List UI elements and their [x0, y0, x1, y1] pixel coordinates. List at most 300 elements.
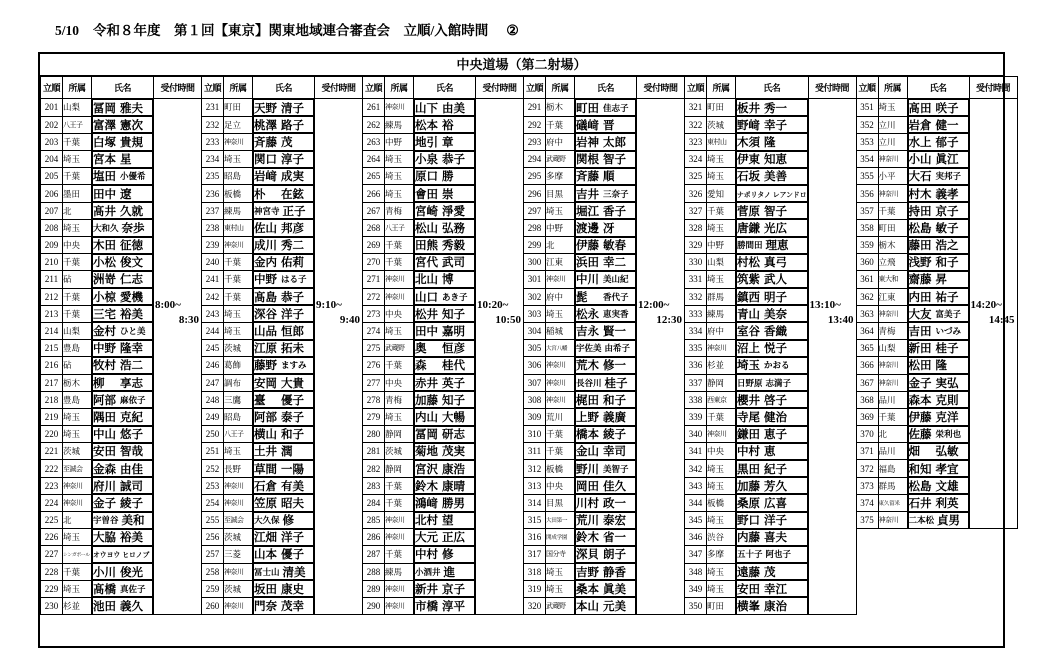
order-cell: 254 — [202, 494, 224, 511]
surname: 宮沢 — [415, 463, 438, 476]
name-cell — [575, 443, 636, 460]
name-cell — [414, 443, 475, 460]
given-name: 博 — [442, 274, 454, 287]
name-cell — [253, 512, 314, 529]
given-name: 昇 — [935, 274, 947, 287]
column-header-name: 氏名 — [414, 77, 476, 99]
surname: 唐鎌 — [737, 222, 760, 235]
affiliation-cell: 練馬 — [707, 305, 736, 322]
order-cell: 226 — [41, 529, 63, 546]
order-cell: 316 — [524, 529, 546, 546]
surname: 野﨑 — [737, 119, 760, 132]
surname: 大和久 — [93, 222, 119, 233]
surname: 中山 — [93, 429, 116, 442]
name-cell — [414, 374, 475, 391]
surname: 髭 — [576, 291, 588, 304]
given-name: 隆幸 — [120, 343, 143, 356]
affiliation-cell: 江東 — [546, 254, 575, 271]
name-cell — [414, 116, 475, 133]
order-cell: 339 — [685, 408, 707, 425]
affiliation-cell: 豊島 — [63, 391, 92, 408]
affiliation-cell: 埼玉 — [63, 408, 92, 425]
order-cell: 267 — [363, 202, 385, 219]
name-cell — [908, 305, 969, 322]
order-cell: 299 — [524, 237, 546, 254]
given-name: 貞男 — [937, 515, 961, 528]
table-row — [202, 99, 363, 117]
order-cell: 246 — [202, 357, 224, 374]
surname: 中川 — [576, 274, 599, 287]
order-cell: 230 — [41, 597, 63, 614]
affiliation-cell: 埼玉 — [385, 322, 414, 339]
order-cell: 274 — [363, 322, 385, 339]
surname: 黒田 — [737, 463, 760, 476]
given-name: 有美 — [281, 480, 304, 493]
name-cell — [736, 322, 808, 339]
surname: 木須 — [737, 136, 760, 149]
affiliation-cell: 立川 — [878, 116, 907, 133]
given-name: 茂 — [281, 136, 293, 149]
given-name: 綾子 — [120, 497, 143, 510]
column-header-order: 立順 — [41, 77, 63, 99]
order-cell: 335 — [685, 340, 707, 357]
affiliation-cell: 板橋 — [224, 185, 253, 202]
surname: 鴻﨑 — [415, 497, 438, 510]
name-cell — [736, 116, 808, 133]
surname: 小川 — [93, 566, 116, 579]
name-cell — [414, 340, 475, 357]
given-name: 俊文 — [120, 257, 143, 270]
order-cell: 353 — [856, 133, 878, 150]
surname: 遠藤 — [737, 566, 760, 579]
given-name: 恵実香 — [603, 308, 629, 319]
order-cell: 367 — [856, 374, 878, 391]
name-cell — [575, 116, 636, 133]
affiliation-cell: 千葉 — [546, 443, 575, 460]
affiliation-cell: 神奈川 — [385, 512, 414, 529]
name-cell — [575, 512, 636, 529]
name-cell — [253, 563, 314, 580]
given-name: 阿也子 — [765, 549, 792, 560]
affiliation-cell: 福島 — [878, 460, 907, 477]
surname: 三宅 — [93, 308, 116, 321]
affiliation-cell: 千葉 — [224, 254, 253, 271]
given-name: 勝 — [442, 171, 454, 184]
affiliation-cell: 中野 — [707, 237, 736, 254]
column-header-affiliation: 所属 — [546, 77, 575, 99]
surname: 田熊 — [415, 240, 438, 253]
column-header-time: 受付時間 — [154, 77, 202, 99]
order-cell: 228 — [41, 563, 63, 580]
order-cell: 364 — [856, 322, 878, 339]
order-cell: 260 — [202, 597, 224, 614]
given-name: 俊光 — [120, 566, 143, 579]
surname: 持田 — [908, 205, 932, 218]
order-cell: 215 — [41, 340, 63, 357]
given-name: 敏春 — [603, 240, 626, 253]
order-cell: 227 — [41, 546, 63, 563]
name-cell — [253, 357, 314, 374]
affiliation-cell: 八王子 — [224, 426, 253, 443]
given-name: 修一 — [603, 360, 626, 373]
column-header-affiliation: 所属 — [707, 77, 736, 99]
order-cell: 235 — [202, 168, 224, 185]
surname: 鈴木 — [576, 532, 599, 545]
order-cell: 324 — [685, 151, 707, 168]
name-cell — [908, 219, 969, 236]
name-cell — [414, 202, 475, 219]
name-cell — [575, 202, 636, 219]
name-cell — [253, 322, 314, 339]
column-header-time: 受付時間 — [315, 77, 363, 99]
reception-time-cell — [315, 99, 363, 615]
surname: 櫻井 — [737, 394, 760, 407]
affiliation-cell: 愛知 — [707, 185, 736, 202]
name-cell — [908, 151, 969, 168]
name-cell — [414, 99, 475, 116]
order-cell: 286 — [363, 529, 385, 546]
order-cell: 276 — [363, 357, 385, 374]
given-name: 知恵 — [764, 154, 787, 167]
given-name: 義孝 — [935, 188, 959, 201]
given-name: 正子 — [282, 205, 306, 218]
name-cell — [414, 151, 475, 168]
order-cell: 373 — [856, 477, 878, 494]
affiliation-cell: 静岡 — [707, 374, 736, 391]
surname: 長谷川 — [576, 377, 602, 388]
table-row — [856, 99, 1017, 117]
given-name: 武人 — [764, 274, 787, 287]
surname: 伊藤 — [908, 411, 932, 424]
affiliation-cell: 武蔵野 — [546, 597, 575, 614]
table-row — [524, 99, 685, 117]
surname: 吉永 — [576, 326, 599, 339]
order-cell: 355 — [856, 168, 878, 185]
affiliation-cell: 千葉 — [63, 254, 92, 271]
surname: 大脇 — [93, 532, 116, 545]
name-cell — [253, 99, 314, 116]
order-cell: 311 — [524, 443, 546, 460]
name-cell — [414, 426, 475, 443]
affiliation-cell: 砧 — [63, 271, 92, 288]
surname: 天野 — [254, 102, 277, 115]
given-name: 政一 — [603, 497, 626, 510]
order-cell: 317 — [524, 546, 546, 563]
surname: 町田 — [576, 102, 599, 115]
given-name: 浩二 — [120, 360, 143, 373]
reception-time — [637, 99, 684, 326]
reception-time-cell — [637, 99, 685, 615]
surname: 渡邊 — [576, 222, 599, 235]
surname: 石井 — [908, 497, 932, 510]
name-cell — [575, 477, 636, 494]
name-cell — [736, 546, 808, 563]
affiliation-cell: 茨城 — [385, 443, 414, 460]
affiliation-cell: 目黒 — [546, 494, 575, 511]
affiliation-cell: 豊島 — [63, 340, 92, 357]
name-cell — [92, 597, 153, 614]
name-cell — [92, 529, 153, 546]
affiliation-cell: 昭島 — [224, 168, 253, 185]
header-row — [685, 77, 857, 99]
affiliation-cell: 長野 — [224, 460, 253, 477]
order-cell: 300 — [524, 254, 546, 271]
affiliation-cell: 埼玉 — [707, 512, 736, 529]
name-cell — [736, 237, 808, 254]
surname: 斉藤 — [576, 171, 599, 184]
given-name: 泰子 — [281, 411, 304, 424]
affiliation-cell: 神奈川 — [224, 477, 253, 494]
given-name: 咲子 — [935, 102, 959, 115]
roster-table-frame — [38, 52, 1015, 648]
name-cell — [908, 168, 969, 185]
affiliation-cell: 神奈川 — [224, 563, 253, 580]
surname: 松本 — [415, 119, 438, 132]
affiliation-cell: 中央 — [385, 374, 414, 391]
order-cell: 210 — [41, 254, 63, 271]
order-cell: 271 — [363, 271, 385, 288]
given-name: 京子 — [442, 583, 465, 596]
surname: 横山 — [254, 429, 277, 442]
order-cell: 233 — [202, 133, 224, 150]
order-cell: 236 — [202, 185, 224, 202]
affiliation-cell: 静岡 — [385, 426, 414, 443]
surname: 藤田 — [908, 240, 932, 253]
affiliation-cell: 神奈川 — [878, 357, 907, 374]
order-cell: 213 — [41, 305, 63, 322]
given-name: 実邦子 — [935, 171, 962, 182]
order-cell: 342 — [685, 460, 707, 477]
given-name: 義廣 — [603, 411, 626, 424]
name-cell — [736, 305, 808, 322]
affiliation-cell: 武蔵野 — [546, 151, 575, 168]
name-cell — [253, 494, 314, 511]
name-cell — [414, 512, 475, 529]
surname: 吉野 — [576, 566, 599, 579]
affiliation-cell: 板橋 — [546, 460, 575, 477]
order-cell: 357 — [856, 202, 878, 219]
order-cell: 245 — [202, 340, 224, 357]
affiliation-cell: 町田 — [878, 219, 907, 236]
affiliation-cell: 埼玉 — [546, 305, 575, 322]
affiliation-cell: シンガポール — [63, 546, 92, 563]
surname: 會田 — [415, 188, 438, 201]
affiliation-cell: 砧 — [63, 357, 92, 374]
given-name: 昭夫 — [281, 497, 304, 510]
affiliation-cell: 神奈川 — [385, 597, 414, 614]
surname: 大友 — [908, 308, 932, 321]
name-cell — [92, 305, 153, 322]
affiliation-cell: 栃木 — [63, 374, 92, 391]
affiliation-cell: 千葉 — [63, 288, 92, 305]
name-cell — [92, 494, 153, 511]
order-cell: 264 — [363, 151, 385, 168]
surname: 内藤 — [737, 532, 760, 545]
surname: 二本松 — [908, 515, 935, 526]
affiliation-cell: 神奈川 — [63, 494, 92, 511]
given-name: 真佐子 — [120, 583, 146, 594]
affiliation-cell: 茨城 — [63, 443, 92, 460]
order-cell: 259 — [202, 580, 224, 597]
affiliation-cell: 大宮八幡 — [546, 340, 575, 357]
name-cell — [908, 374, 969, 391]
name-cell — [575, 563, 636, 580]
given-name: 孝宜 — [935, 463, 959, 476]
affiliation-cell: 葛飾 — [224, 357, 253, 374]
affiliation-cell: 千葉 — [63, 133, 92, 150]
name-cell — [92, 563, 153, 580]
name-cell — [575, 133, 636, 150]
name-cell — [414, 580, 475, 597]
given-name: 美和 — [121, 515, 145, 528]
surname: 浜田 — [576, 257, 599, 270]
affiliation-cell: 北 — [63, 202, 92, 219]
name-cell — [414, 563, 475, 580]
surname: 菅原 — [737, 205, 760, 218]
name-cell — [92, 185, 153, 202]
affiliation-cell: 練馬 — [224, 202, 253, 219]
order-cell: 371 — [856, 443, 878, 460]
surname: 川村 — [576, 497, 599, 510]
affiliation-cell: 東村山 — [224, 219, 253, 236]
order-cell: 225 — [41, 512, 63, 529]
given-name: 義久 — [120, 601, 143, 614]
given-name: 香織 — [764, 326, 787, 339]
order-cell: 205 — [41, 168, 63, 185]
order-cell: 285 — [363, 512, 385, 529]
surname: 宇佐美 — [576, 343, 602, 354]
affiliation-cell: 至誠会 — [63, 460, 92, 477]
roster-block — [684, 76, 857, 615]
affiliation-cell: 府中 — [546, 133, 575, 150]
surname: 岩倉 — [908, 119, 932, 132]
surname: 小椋 — [93, 291, 116, 304]
surname: 大元 — [415, 532, 438, 545]
given-name: 康晴 — [442, 480, 465, 493]
surname: 大久保 — [254, 515, 280, 526]
name-cell — [575, 597, 636, 614]
given-name: 憲次 — [120, 119, 143, 132]
name-cell — [92, 580, 153, 597]
order-cell: 282 — [363, 460, 385, 477]
surname: 寺尾 — [737, 411, 760, 424]
surname: 岡田 — [576, 480, 599, 493]
surname: 宮本 — [93, 154, 116, 167]
surname: 山口 — [415, 291, 438, 304]
name-cell — [908, 477, 969, 494]
surname: 小松 — [93, 257, 116, 270]
affiliation-cell: 埼玉 — [224, 443, 253, 460]
name-cell — [908, 357, 969, 374]
reception-time — [970, 99, 1017, 326]
surname: 埼玉 — [737, 360, 760, 373]
given-name: レアンドロ — [772, 191, 807, 199]
surname: 石坂 — [737, 171, 760, 184]
name-cell — [908, 426, 969, 443]
given-name: 仁志 — [120, 274, 143, 287]
given-name: 洋子 — [281, 308, 304, 321]
affiliation-cell: 渋谷 — [707, 529, 736, 546]
order-cell: 370 — [856, 426, 878, 443]
name-cell — [92, 254, 153, 271]
column-header-time: 受付時間 — [637, 77, 685, 99]
order-cell: 336 — [685, 357, 707, 374]
given-name: 和子 — [603, 394, 626, 407]
name-cell — [253, 408, 314, 425]
name-cell — [575, 460, 636, 477]
affiliation-cell: 練馬 — [385, 563, 414, 580]
given-name: 香子 — [603, 205, 626, 218]
surname: 五十子 — [737, 549, 763, 560]
surname: 髙井 — [93, 205, 116, 218]
surname: 宮崎 — [415, 205, 438, 218]
page-number-circle: ② — [506, 24, 519, 39]
name-cell — [92, 237, 153, 254]
surname: 畑 — [908, 446, 920, 459]
order-cell: 239 — [202, 237, 224, 254]
roster-blocks — [40, 76, 1015, 615]
affiliation-cell: 千葉 — [878, 408, 907, 425]
surname: 伊藤 — [576, 240, 599, 253]
given-name: 秀一 — [764, 102, 787, 115]
given-name: 康浩 — [442, 463, 465, 476]
surname: 池田 — [93, 601, 116, 614]
affiliation-cell: 中央 — [385, 305, 414, 322]
affiliation-cell: 埼玉 — [546, 202, 575, 219]
affiliation-cell: 杉並 — [63, 597, 92, 614]
given-name: 恒彦 — [442, 343, 465, 356]
surname: 笠原 — [254, 497, 277, 510]
given-name: 太郎 — [603, 136, 626, 149]
affiliation-cell: 埼玉 — [707, 168, 736, 185]
order-cell: 277 — [363, 374, 385, 391]
order-cell: 341 — [685, 443, 707, 460]
surname: 梶田 — [576, 394, 599, 407]
order-cell: 352 — [856, 116, 878, 133]
order-cell: 334 — [685, 322, 707, 339]
given-name: 崇 — [442, 188, 454, 201]
name-cell — [908, 288, 969, 305]
affiliation-cell: 埼玉 — [63, 580, 92, 597]
name-cell — [414, 391, 475, 408]
order-cell: 244 — [202, 322, 224, 339]
given-name: 広喜 — [764, 497, 787, 510]
affiliation-cell: 墨田 — [63, 185, 92, 202]
order-cell: 263 — [363, 133, 385, 150]
affiliation-cell: 千葉 — [385, 254, 414, 271]
order-cell: 329 — [685, 237, 707, 254]
given-name: 修 — [282, 515, 295, 528]
given-name: 泰宏 — [603, 515, 626, 528]
name-cell — [92, 116, 153, 133]
affiliation-cell: 立飛 — [878, 254, 907, 271]
given-name: 悠子 — [120, 429, 143, 442]
surname: 土井 — [254, 446, 277, 459]
order-cell: 344 — [685, 494, 707, 511]
affiliation-cell: 千葉 — [385, 477, 414, 494]
name-cell — [253, 460, 314, 477]
name-cell — [736, 580, 808, 597]
order-cell: 308 — [524, 391, 546, 408]
given-name: 進 — [443, 566, 456, 579]
order-cell: 202 — [41, 116, 63, 133]
order-cell: 223 — [41, 477, 63, 494]
affiliation-cell: 千葉 — [385, 357, 414, 374]
name-cell — [253, 271, 314, 288]
order-cell: 252 — [202, 460, 224, 477]
name-cell — [92, 202, 153, 219]
given-name: 恒郎 — [281, 326, 304, 339]
